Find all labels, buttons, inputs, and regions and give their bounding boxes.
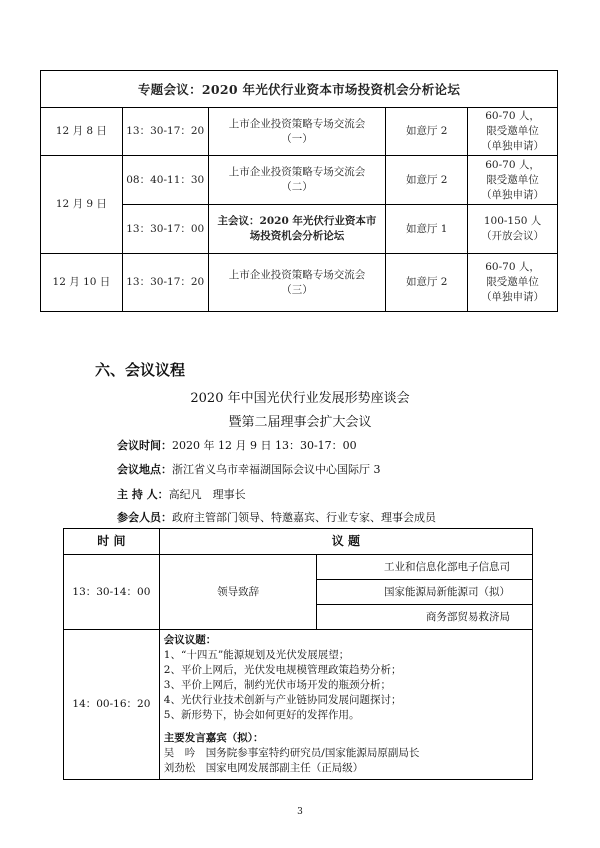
conference-title-line-1: 2020 年中国光伏行业发展形势座谈会 [190,391,410,406]
schedule-room-cell: 如意厅 2 [386,108,468,156]
event-line: （二） [281,181,313,193]
schedule-title: 专题会议：2020 年光伏行业资本市场投资机会分析论坛 [41,71,558,108]
issue-item: 1、“十四五”能源规划及光伏发展展望； [163,649,350,661]
guest-item: 刘劲松 国家电网发展部副主任（正局级） [163,762,364,774]
agenda-opening-time: 13：30-14：00 [64,555,160,630]
agenda-issues-cell [159,630,532,780]
schedule-note-cell [468,108,558,156]
meeting-time-value: 2020 年 12 月 9 日 13：30-17：00 [172,439,357,452]
schedule-time-cell: 13：30-17：20 [122,254,208,312]
agenda-speaker: 商务部贸易救济局 [317,605,533,630]
schedule-date-cell: 12 月 8 日 [41,108,123,156]
conference-title-line-2: 暨第二届理事会扩大会议 [228,415,372,430]
schedule-event-cell [208,156,386,205]
schedule-date-cell: 12 月 9 日 [41,156,123,254]
schedule-room-cell: 如意厅 1 [386,205,468,254]
event-line: 上市企业投资策略专场交流会 [228,117,366,130]
event-line: 场投资机会分析论坛 [249,230,345,242]
issue-item: 5、新形势下，协会如何更好的发挥作用。 [163,709,360,721]
schedule-date-cell: 12 月 10 日 [41,254,123,312]
agenda-speaker: 工业和信息化部电子信息司 [317,555,533,580]
event-line: 上市企业投资策略专场交流会 [228,166,366,178]
schedule-event-cell [208,254,386,312]
meeting-host-value: 高纪凡 理事长 [168,488,246,501]
guests-heading: 主要发言嘉宾（拟）： [163,732,264,744]
schedule-room-cell: 如意厅 2 [386,254,468,312]
schedule-event-cell [208,205,386,254]
meeting-host-label: 主 持 人： [117,488,169,501]
agenda-table [63,528,533,780]
note-line: （开放会议） [481,230,545,242]
meeting-attendees-row [117,509,436,525]
agenda-header-topic: 议 题 [159,529,532,555]
note-line: 限受邀单位 [486,173,539,186]
schedule-event-cell [208,108,386,156]
agenda-main-time: 14：00-16：20 [64,630,160,780]
issues-heading: 会议议题： [163,634,217,646]
issue-item: 2、平价上网后，光伏发电规模管理政策趋势分析； [163,664,402,676]
agenda-opening-label: 领导致辞 [159,555,317,630]
event-line: 主会议：2020 年光伏行业资本市 [217,215,377,227]
note-line: （单独申请） [481,291,545,303]
meeting-time-label: 会议时间： [117,439,172,452]
event-line: （三） [281,283,313,296]
event-line: （一） [281,132,313,145]
note-line: 限受邀单位 [486,125,539,137]
schedule-note-cell [468,254,558,312]
meeting-time-row [117,437,357,453]
schedule-time-cell: 08：40-11：30 [122,156,208,205]
note-line: 60-70 人， [485,261,540,273]
agenda-header-time: 时 间 [64,529,160,555]
section-heading: 六、会议议程 [95,361,186,379]
page-number: 3 [297,807,303,817]
schedule-time-cell: 13：30-17：20 [122,108,208,156]
meeting-venue-value: 浙江省义乌市幸福湖国际会议中心国际厅 3 [172,463,381,476]
meeting-venue-row [117,461,381,477]
meeting-host-row [117,486,246,502]
note-line: 100-150 人 [483,215,542,227]
note-line: 60-70 人， [485,110,540,122]
agenda-speaker: 国家能源局新能源司（拟） [317,580,533,605]
meeting-venue-label: 会议地点： [117,463,172,476]
schedule-time-cell: 13：30-17：00 [122,205,208,254]
issue-item: 4、光伏行业技术创新与产业链协同发展问题探讨； [163,694,402,706]
note-line: （单独申请） [481,188,545,201]
meeting-attendees-value: 政府主管部门领导、特邀嘉宾、行业专家、理事会成员 [172,511,436,524]
schedule-note-cell [468,205,558,254]
note-line: 60-70 人， [485,158,540,171]
schedule-table [40,70,558,312]
issue-item: 3、平价上网后，制约光伏市场开发的瓶颈分析； [163,679,391,691]
note-line: 限受邀单位 [486,276,539,288]
event-line: 上市企业投资策略专场交流会 [228,268,366,281]
schedule-room-cell: 如意厅 2 [386,156,468,205]
meeting-attendees-label: 参会人员： [117,511,172,524]
note-line: （单独申请） [481,140,545,152]
guest-item: 吴 吟 国务院参事室特约研究员/国家能源局原副局长 [163,747,420,759]
schedule-note-cell [468,156,558,205]
